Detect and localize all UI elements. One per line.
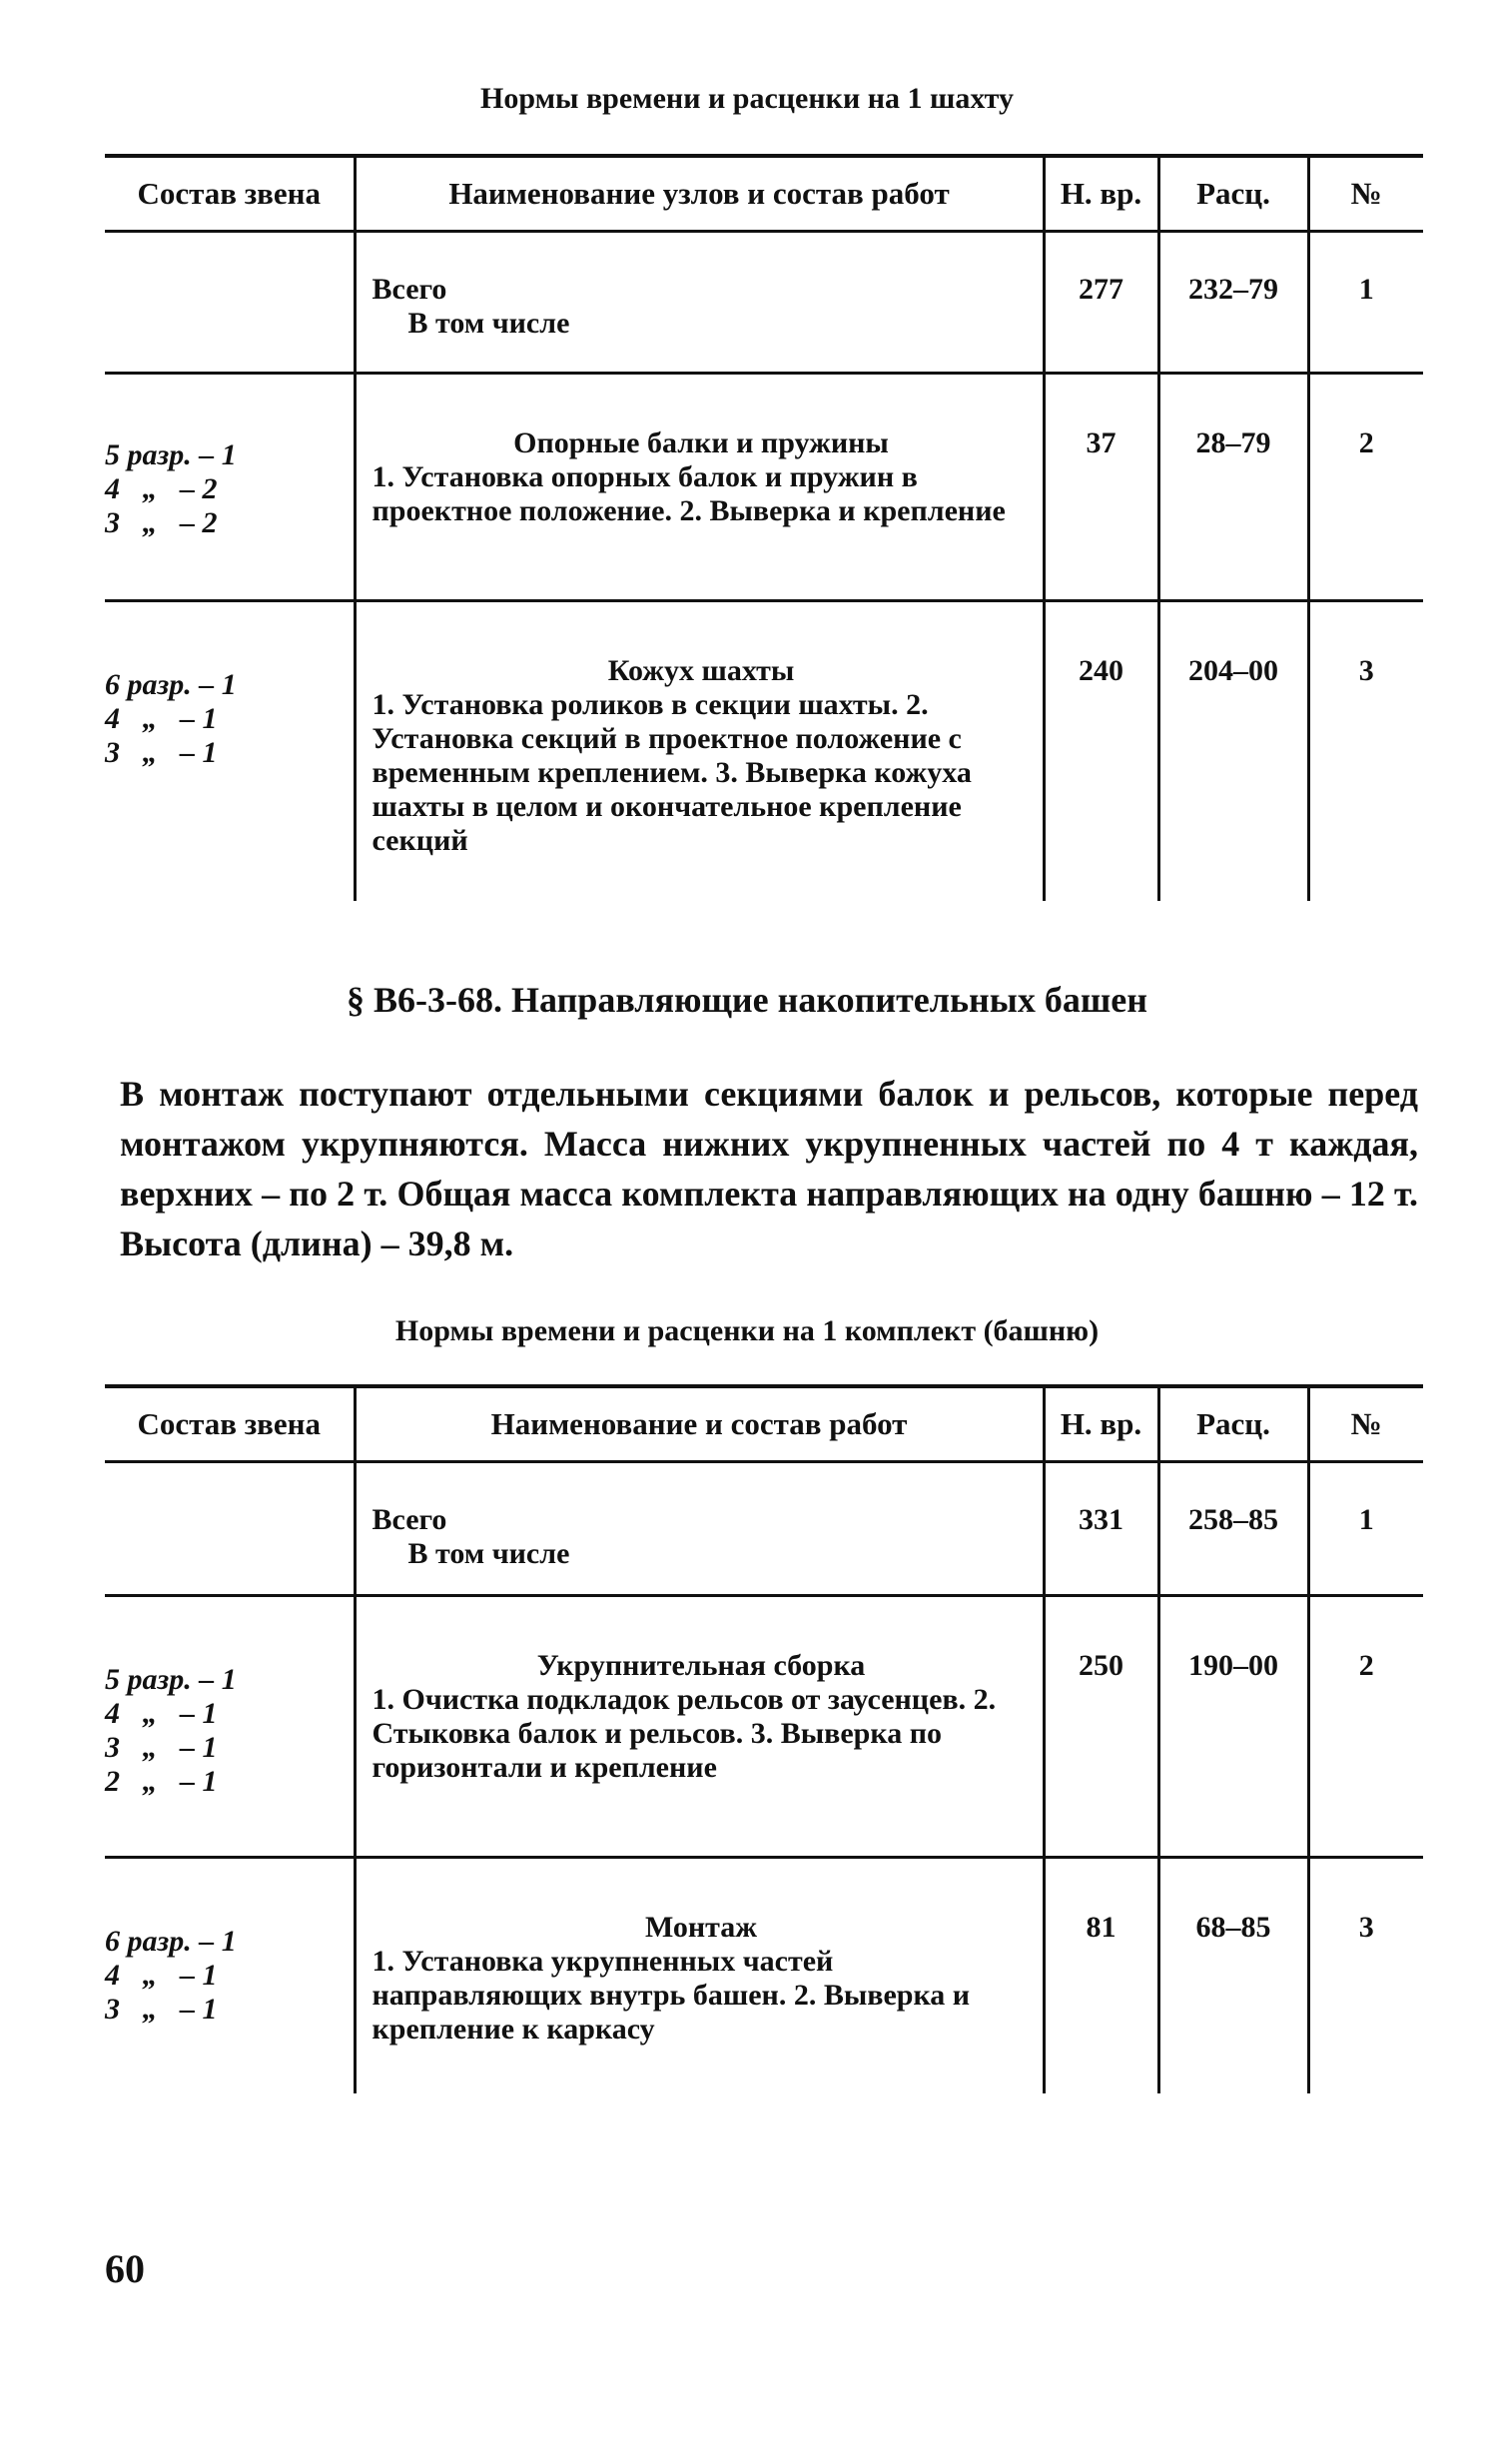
header-rate: Расц. [1158, 1386, 1308, 1462]
work-cell [355, 1858, 1044, 2093]
work-cell [355, 1462, 1044, 1596]
header-crew: Состав звена [105, 1386, 355, 1462]
header-rate: Расц. [1158, 156, 1308, 232]
rate-cell: 28–79 [1158, 374, 1308, 601]
crew-line: 3 „ – 1 [105, 1731, 218, 1764]
total-sub-label: В том числе [407, 1537, 570, 1570]
no-cell: 3 [1308, 601, 1423, 901]
work-title: Укрупнительная сборка [536, 1649, 866, 1682]
nvr-cell: 37 [1044, 374, 1158, 601]
crew-line: 3 „ – 1 [105, 1993, 218, 2026]
rate-cell: 232–79 [1158, 232, 1308, 374]
table-row-total [105, 232, 1423, 374]
rate-cell: 68–85 [1158, 1858, 1308, 2093]
table-header-row [105, 1386, 1423, 1462]
table-header-row [105, 156, 1423, 232]
crew-line: 6 разр. – 1 [105, 1925, 237, 1958]
table-row [105, 601, 1423, 901]
crew-line: 2 „ – 1 [105, 1765, 218, 1798]
page-number: 60 [105, 2246, 145, 2291]
header-crew: Состав звена [105, 156, 355, 232]
header-no: № [1308, 156, 1423, 232]
total-label: Всего [372, 273, 447, 306]
no-cell: 1 [1308, 1462, 1423, 1596]
table-row [105, 1596, 1423, 1858]
nvr-cell: 81 [1044, 1858, 1158, 2093]
norms-table-1 [105, 154, 1423, 901]
table-row [105, 374, 1423, 601]
crew-line: 5 разр. – 1 [105, 1663, 237, 1696]
header-work: Наименование и состав работ [355, 1386, 1044, 1462]
work-title: Кожух шахты [607, 654, 795, 687]
crew-cell [105, 1596, 355, 1858]
rate-cell: 204–00 [1158, 601, 1308, 901]
nvr-cell: 277 [1044, 232, 1158, 374]
nvr-cell: 240 [1044, 601, 1158, 901]
nvr-cell: 331 [1044, 1462, 1158, 1596]
crew-line: 3 „ – 2 [105, 506, 218, 539]
crew-line: 4 „ – 1 [105, 1697, 218, 1730]
work-title: Монтаж [644, 1911, 758, 1944]
crew-cell [105, 601, 355, 901]
work-text: 1. Очистка подкладок рельсов от заусенцев. 2. Стыковка балок и рельсов. 3. Выверка по горизонтали и крепление [372, 1683, 997, 1784]
section-intro-paragraph: В монтаж поступают отдельными секциями балок и рельсов, которые перед монтажом укрупняются. Масса нижних укрупненных частей по 4 т каждая, верхних – по 2 т. Общая масса комплекта направляющих на одну башню – 12 т. Высота (длина) – 39,8 м. [120, 1074, 1418, 1263]
total-sub-label: В том числе [407, 307, 570, 340]
no-cell: 2 [1308, 374, 1423, 601]
header-nvr: Н. вр. [1044, 156, 1158, 232]
crew-line: 4 „ – 1 [105, 702, 218, 735]
work-text: 1. Установка укрупненных частей направляющих внутрь башен. 2. Выверка и крепление к каркасу [372, 1945, 971, 2046]
no-cell: 1 [1308, 232, 1423, 374]
crew-cell [105, 232, 355, 374]
work-text: 1. Установка роликов в секции шахты. 2. Установка секций в проектное положение с временным креплением. 3. Выверка кожуха шахты в целом и окончательное крепление секций [372, 688, 972, 857]
crew-cell [105, 1858, 355, 2093]
table2-caption: Нормы времени и расценки на 1 комплект (башню) [394, 1314, 1100, 1347]
work-cell [355, 232, 1044, 374]
work-cell [355, 601, 1044, 901]
section-heading: § В6-3-68. Направляющие накопительных башен [347, 980, 1147, 1020]
crew-line: 6 разр. – 1 [105, 668, 237, 701]
no-cell: 2 [1308, 1596, 1423, 1858]
table1-caption: Нормы времени и расценки на 1 шахту [480, 82, 1014, 115]
crew-cell [105, 1462, 355, 1596]
rate-cell: 190–00 [1158, 1596, 1308, 1858]
table-row [105, 1858, 1423, 2093]
work-title: Опорные балки и пружины [513, 426, 889, 459]
work-cell [355, 1596, 1044, 1858]
work-text: 1. Установка опорных балок и пружин в проектное положение. 2. Выверка и крепление [372, 460, 1006, 527]
header-nvr: Н. вр. [1044, 1386, 1158, 1462]
work-cell [355, 374, 1044, 601]
rate-cell: 258–85 [1158, 1462, 1308, 1596]
header-no: № [1308, 1386, 1423, 1462]
header-work: Наименование узлов и состав работ [355, 156, 1044, 232]
nvr-cell: 250 [1044, 1596, 1158, 1858]
crew-line: 3 „ – 1 [105, 736, 218, 769]
table-row-total [105, 1462, 1423, 1596]
crew-cell [105, 374, 355, 601]
crew-line: 5 разр. – 1 [105, 438, 237, 471]
no-cell: 3 [1308, 1858, 1423, 2093]
norms-table-2 [105, 1384, 1423, 2093]
crew-line: 4 „ – 2 [105, 472, 218, 505]
total-label: Всего [372, 1503, 447, 1536]
crew-line: 4 „ – 1 [105, 1959, 218, 1992]
